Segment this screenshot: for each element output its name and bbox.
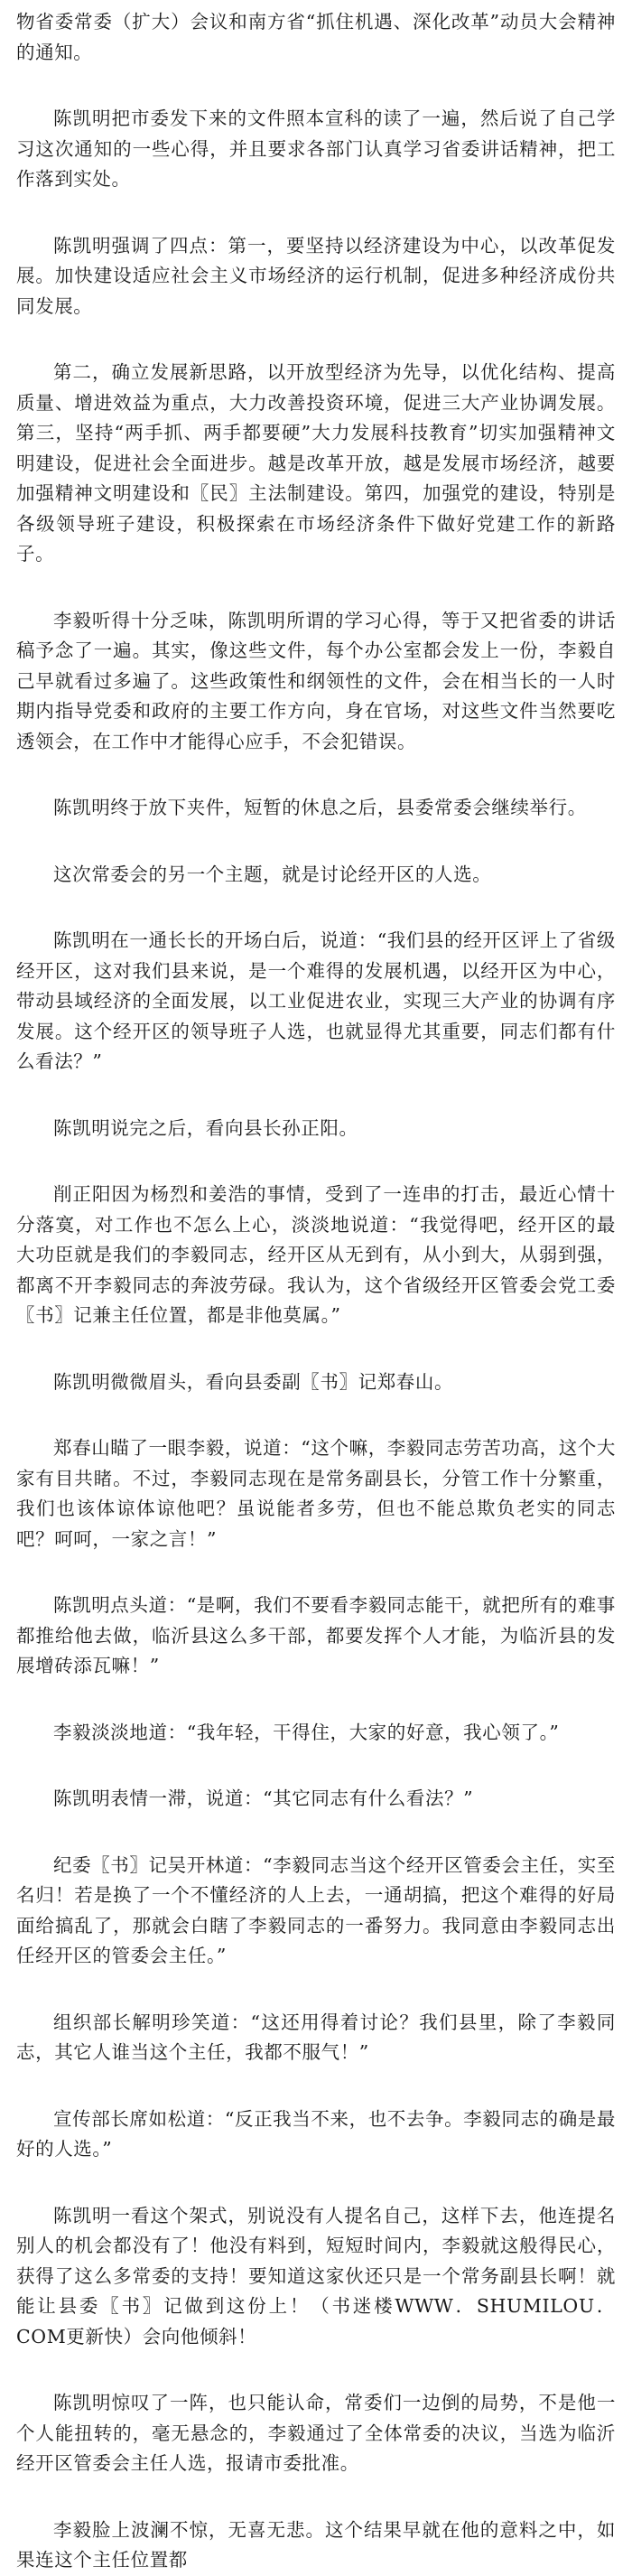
paragraph-17: 组织部长解明珍笑道：“这还用得着讨论？我们县里，除了李毅同志，其它人谁当这个主任，我都不服气！” [16, 2011, 616, 2063]
paragraph-8: 陈凯明在一通长长的开场白后，说道：“我们县的经开区评上了省级经开区，这对我们县来说，是一个难得的发展机遇，以经开区为中心，带动县域经济的全面发展，以工业促进农业，实现三大产业的协调有序发展。这个经开区的领导班子人选，也就显得尤其重要，同志们都有什么看法？” [16, 929, 616, 1072]
paragraph-13: 陈凯明点头道：“是啊，我们不要看李毅同志能干，就把所有的难事都推给他去做，临沂县这么多干部，都要发挥个人才能，为临沂县的发展增砖添瓦嘛！” [16, 1594, 616, 1676]
paragraph-9: 陈凯明说完之后，看向县长孙正阳。 [53, 1116, 358, 1139]
paragraph-14: 李毅淡淡地道：“我年轻，干得住，大家的好意，我心领了。” [53, 1721, 560, 1743]
paragraph-19: 陈凯明一看这个架式，别说没有人提名自己，这样下去，他连提名别人的机会都没有了！他没有料到，短短时间内，李毅就这般得民心，获得了这么多常委的支持！要知道这家伙还只是一个常务副县长啊！就能让县委〖书〗记做到这份上！（书迷楼WWW．SHUMILOU．COM更新快）会向他倾斜！ [16, 2204, 616, 2347]
paragraph-4: 第二，确立发展新思路，以开放型经济为先导，以优化结构、提高质量、增进效益为重点，大力改善投资环境，促进三大产业协调发展。第三，坚持“两手抓、两手都要硬”大力发展科技教育”切实加强精神文明建设，促进社会全面进步。越是改革开放，越是发展市场经济，越要加强精神文明建设和〖民〗主法制建设。第四，加强党的建设，特别是各级领导班子建设，积极探索在市场经济条件下做好党建工作的新路子。 [16, 361, 616, 565]
paragraph-1: 物省委常委（扩大）会议和南方省“抓住机遇、深化改革”动员大会精神的通知。 [16, 11, 616, 63]
paragraph-16: 纪委〖书〗记吴开林道：“李毅同志当这个经开区管委会主任，实至名归！若是换了一个不懂经济的人上去，一通胡搞，把这个难得的好局面给搞乱了，那就会白瞎了李毅同志的一番努力。我同意由李毅同志出任经开区的管委会主任。” [16, 1853, 616, 1966]
paragraph-3: 陈凯明强调了四点：第一，要坚持以经济建设为中心，以改革促发展。加快建设适应社会主义市场经济的运行机制，促进多种经济成份共同发展。 [16, 234, 616, 317]
paragraph-20: 陈凯明惊叹了一阵，也只能认命，常委们一边倒的局势，不是他一个人能扭转的，毫无悬念的，李毅通过了全体常委的决议，当选为临沂经开区管委会主任人选，报请市委批准。 [16, 2392, 616, 2474]
paragraph-2: 陈凯明把市委发下来的文件照本宣科的读了一遍，然后说了自己学习这次通知的一些心得，并且要求各部门认真学习省委讲话精神，把工作落到实处。 [16, 107, 616, 190]
paragraph-21: 李毅脸上波澜不惊，无喜无悲。这个结果早就在他的意料之中，如果连这个主任位置都 [16, 2518, 616, 2571]
paragraph-15: 陈凯明表情一滞，说道：“其它同志有什么看法？” [53, 1787, 474, 1809]
paragraph-7: 这次常委会的另一个主题，就是讨论经开区的人选。 [53, 863, 492, 885]
paragraph-10: 削正阳因为杨烈和姜浩的事情，受到了一连串的打击，最近心情十分落寞，对工作也不怎么上心，淡淡地说道：“我觉得吧，经开区的最大功臣就是我们的李毅同志，经开区从无到有，从小到大，从弱到强，都离不开李毅同志的奔波劳碌。我认为，这个省级经开区管委会党工委〖书〗记兼主任位置，都是非他莫属。” [16, 1183, 616, 1326]
paragraph-5: 李毅听得十分乏味，陈凯明所谓的学习心得，等于又把省委的讲话稿予念了一遍。其实，像这些文件，每个办公室都会发上一份，李毅自己早就看过多遍了。这些政策性和纲领性的文件，会在相当长的一人时期内指导党委和政府的主要工作方向，身在官场，对这些文件当然要吃透领会，在工作中才能得心应手，不会犯错误。 [16, 609, 616, 752]
paragraph-11: 陈凯明微微眉头，看向县委副〖书〗记郑春山。 [53, 1370, 454, 1393]
paragraph-6: 陈凯明终于放下夹件，短暂的休息之后，县委常委会继续举行。 [53, 797, 587, 818]
paragraph-12: 郑春山瞄了一眼李毅，说道：“这个嘛，李毅同志劳苦功高，这个大家有目共睹。不过，李毅同志现在是常务副县长，分管工作十分繁重，我们也该体谅体谅他吧？虽说能者多劳，但也不能总欺负老实的同志吧？呵呵，一家之言！” [16, 1437, 616, 1550]
paragraph-18: 宣传部长席如松道：“反正我当不来，也不去争。李毅同志的确是最好的人选。” [16, 2107, 616, 2160]
